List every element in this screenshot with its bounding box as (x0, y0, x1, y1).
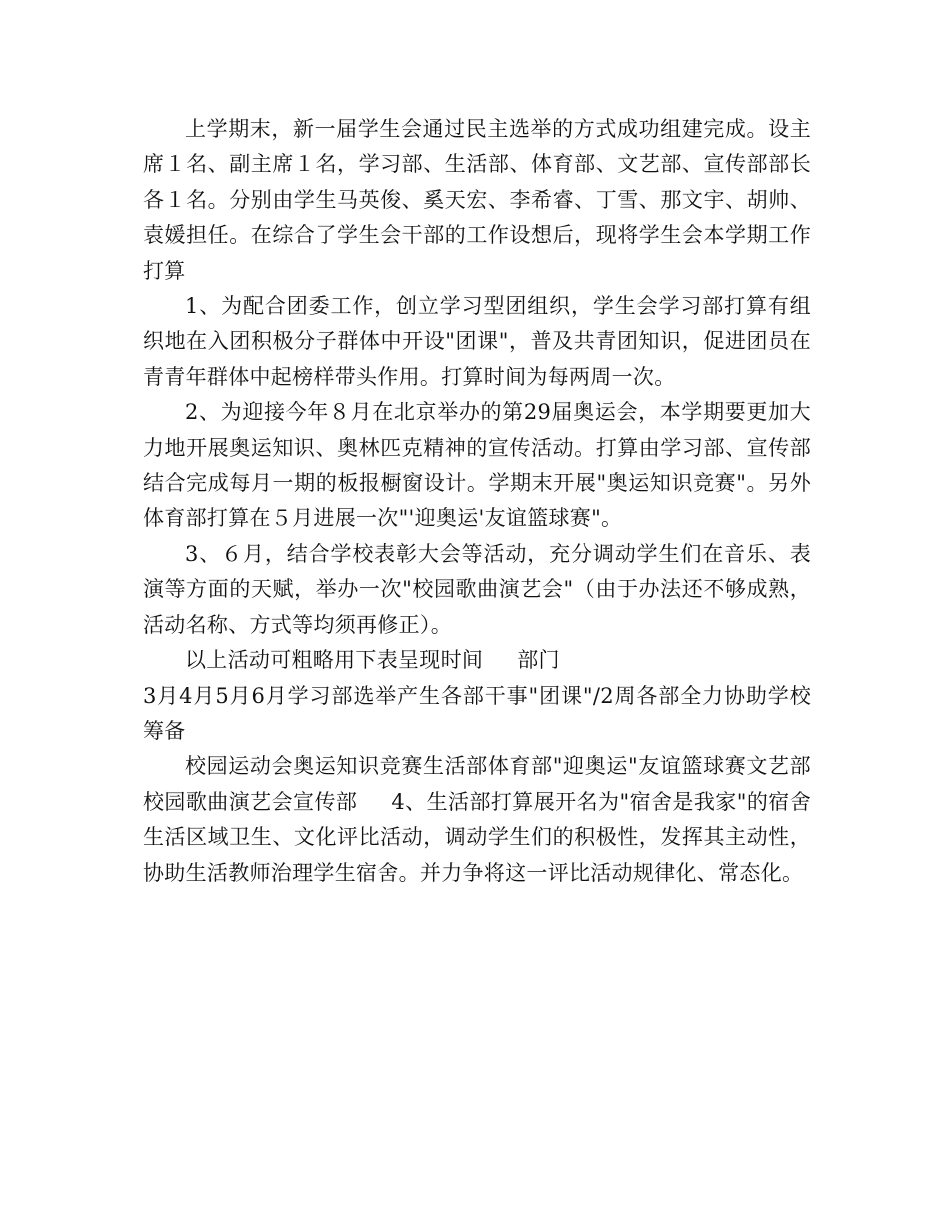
paragraph-table-row: 3月4月5月6月学习部选举产生各部干事"团课"/2周各部全力协助学校筹备 (143, 683, 811, 743)
paragraph-item-1: 1、为配合团委工作，创立学习型团组织，学生会学习部打算有组织地在入团积极分子群体中开设"团课"，普及共青团知识，促进团员在青青年群体中起榜样带头作用。打算时间为每两周一次。 (143, 294, 811, 389)
paragraph-intro: 上学期末，新一届学生会通过民主选举的方式成功组建完成。设主席１名、副主席１名，学习部、生活部、体育部、文艺部、宣传部部长各１名。分别由学生马英俊、奚天宏、李希睿、丁雪、那文宇、胡帅、袁媛担任。在综合了学生会干部的工作设想后，现将学生会本学期工作打算 (143, 117, 811, 283)
table-intro-text: 以上活动可粗略用下表呈现时间 (185, 648, 484, 673)
document-body (143, 112, 811, 891)
paragraph-item-4 (143, 749, 811, 891)
item-4-text: 4、生活部打算展开名为"宿舍是我家"的宿舍生活区域卫生、文化评比活动，调动学生们的积极性，发挥其主动性，协助生活教师治理学生宿舍。并力争将这一评比活动规律化、常态化。 (143, 789, 811, 885)
table-row-continued: 校园运动会奥运知识竞赛生活部体育部"迎奥运"友谊篮球赛文艺部校园歌曲演艺会宣传部 (143, 754, 811, 814)
paragraph-table-intro (143, 643, 811, 678)
paragraph-item-3: 3、６月，结合学校表彰大会等活动，充分调动学生们在音乐、表演等方面的天赋，举办一次"校园歌曲演艺会"（由于办法还不够成熟，活动名称、方式等均须再修正）。 (143, 541, 811, 637)
table-intro-dept: 部门 (517, 648, 560, 673)
paragraph-item-2: 2、为迎接今年８月在北京举办的第29届奥运会，本学期要更加大力地开展奥运知识、奥林匹克精神的宣传活动。打算由学习部、宣传部结合完成每月一期的板报橱窗设计。学期末开展"奥运知识竞赛"。另外体育部打算在５月进展一次"'迎奥运'友谊篮球赛"。 (143, 400, 811, 531)
